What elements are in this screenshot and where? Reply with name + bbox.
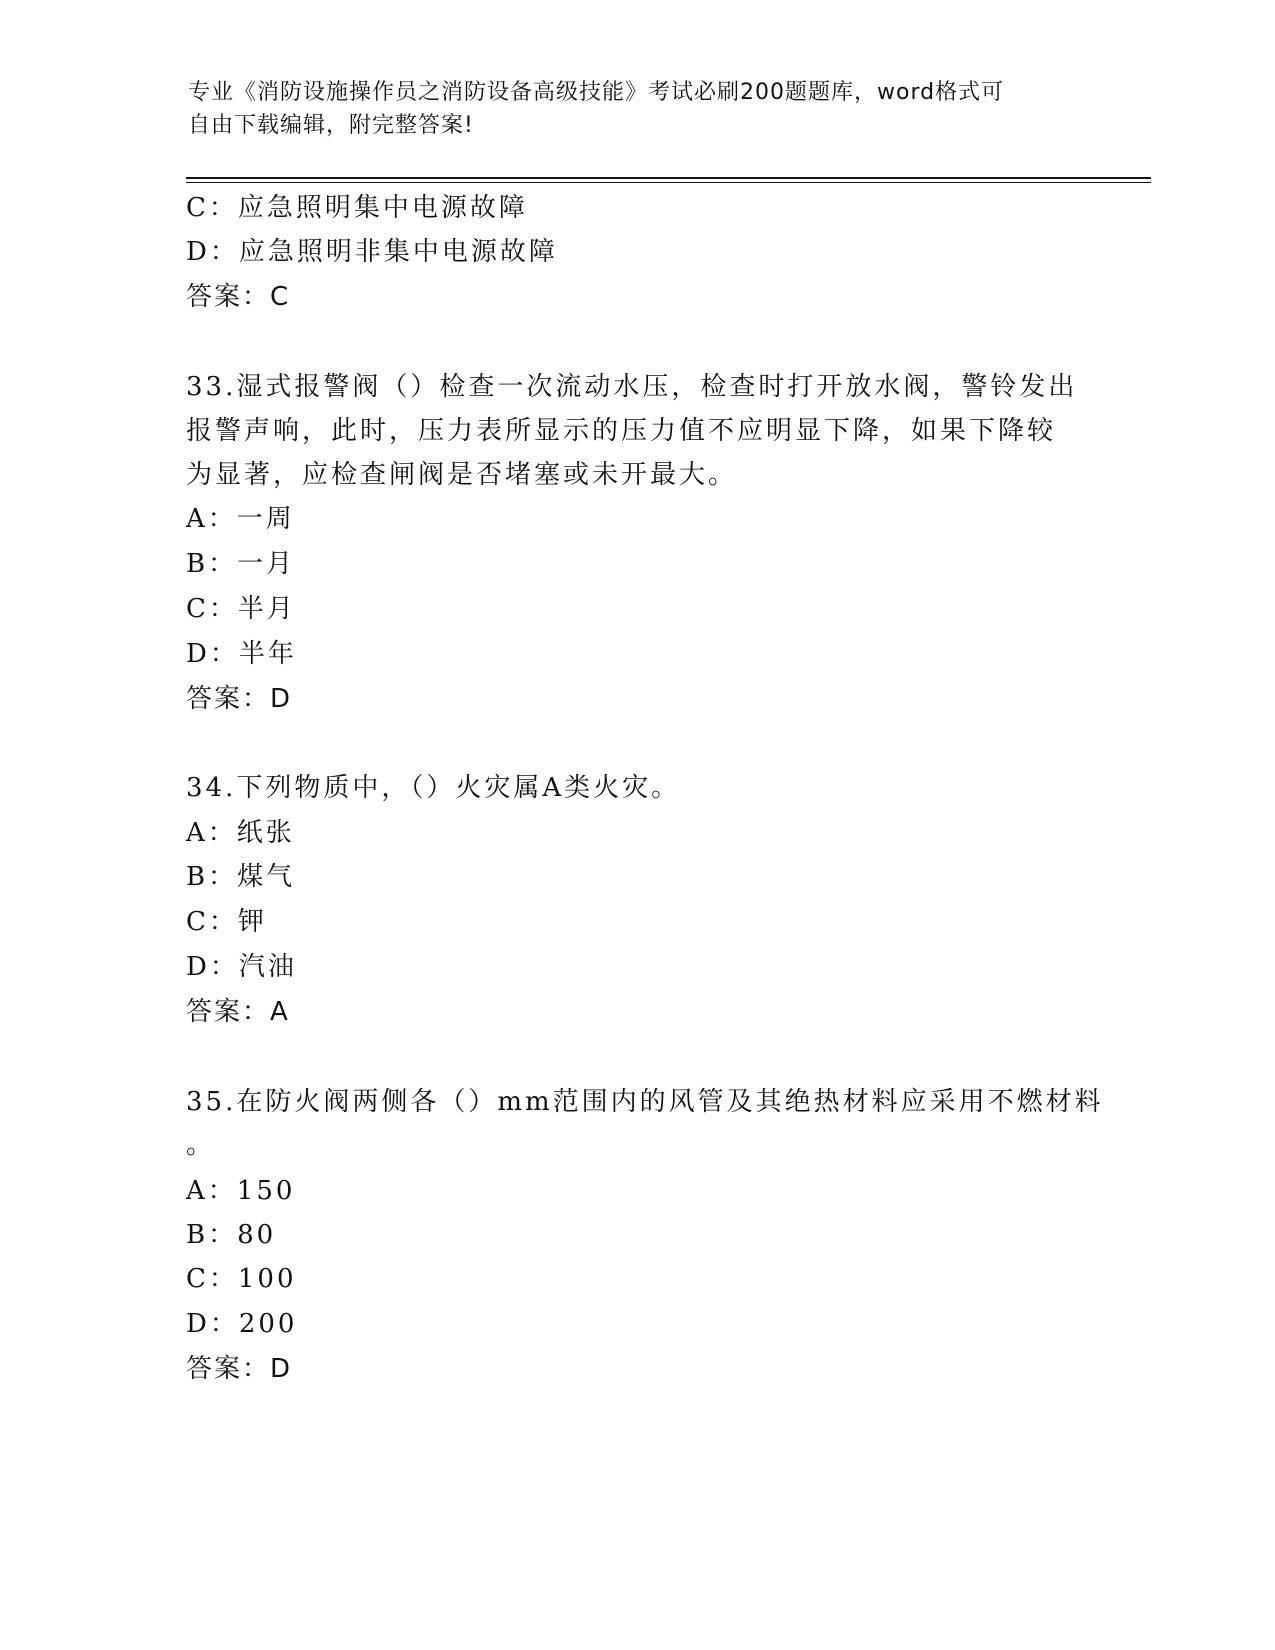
q34-option-b: B：煤气 xyxy=(186,862,296,892)
q35-option-b: B：80 xyxy=(186,1220,277,1250)
prev-answer: 答案：C xyxy=(186,282,291,312)
q33-option-c: C：半月 xyxy=(186,594,296,624)
q33-answer: 答案：D xyxy=(186,684,293,714)
q33-option-a: A：一周 xyxy=(186,504,295,534)
document-header xyxy=(188,76,1088,142)
q35-option-c: C：100 xyxy=(186,1264,297,1294)
q35-option-a: A：150 xyxy=(186,1176,296,1206)
prev-option-c: C：应急照明集中电源故障 xyxy=(186,193,528,223)
header-line-2: 自由下载编辑，附完整答案! xyxy=(188,113,474,138)
q35-answer: 答案：D xyxy=(186,1354,293,1384)
q34-stem-line-1: 34.下列物质中，（）火灾属A类火灾。 xyxy=(186,773,681,803)
q35-option-d: D：200 xyxy=(186,1309,298,1339)
header-divider-thin xyxy=(186,182,1151,183)
q34-answer: 答案：A xyxy=(186,997,290,1027)
q35-stem-line-1: 35.在防火阀两侧各（）mm范围内的风管及其绝热材料应采用不燃材料 xyxy=(186,1087,1104,1117)
q34-option-a: A：纸张 xyxy=(186,818,295,848)
q33-stem-line-1: 33.湿式报警阀（）检查一次流动水压，检查时打开放水阀，警铃发出 xyxy=(186,372,1078,402)
header-divider-thick xyxy=(186,177,1151,179)
q33-option-d: D：半年 xyxy=(186,639,297,669)
q34-option-c: C：钾 xyxy=(186,907,267,937)
q33-stem-line-3: 为显著，应检查闸阀是否堵塞或未开最大。 xyxy=(186,460,738,490)
header-line-1: 专业《消防设施操作员之消防设备高级技能》考试必刷200题题库，word格式可 xyxy=(188,80,1005,105)
q34-option-d: D：汽油 xyxy=(186,952,297,982)
q33-stem-line-2: 报警声响，此时，压力表所显示的压力值不应明显下降，如果下降较 xyxy=(186,416,1057,446)
q35-stem-line-2: 。 xyxy=(186,1130,216,1160)
prev-option-d: D：应急照明非集中电源故障 xyxy=(186,237,558,267)
q33-option-b: B：一月 xyxy=(186,549,296,579)
